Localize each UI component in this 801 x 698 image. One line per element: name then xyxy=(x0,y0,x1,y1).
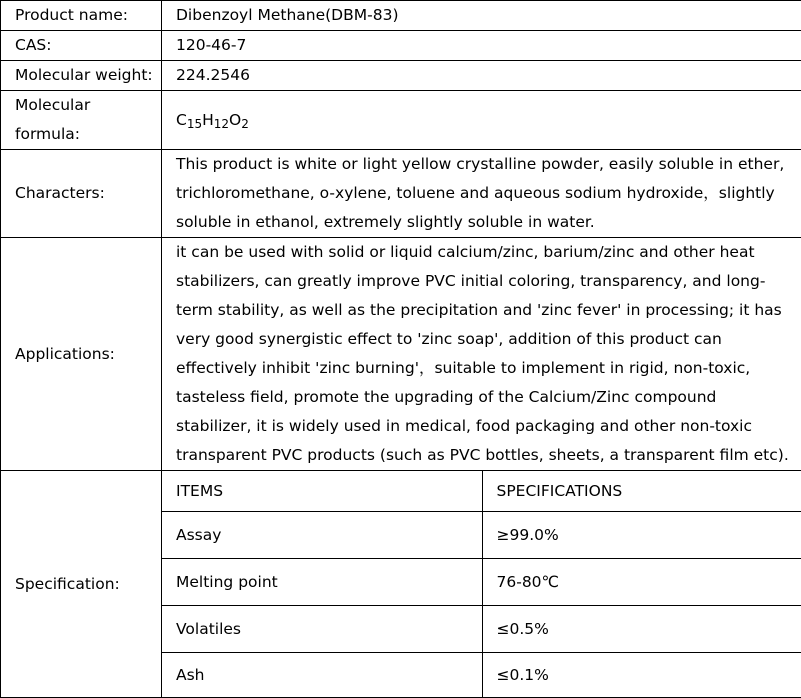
formula-element-c: C xyxy=(176,111,187,129)
molecular-formula-value xyxy=(162,91,801,150)
molecular-weight-value: 224.2546 xyxy=(162,61,801,91)
cas-label: CAS: xyxy=(1,31,162,61)
table-row-specification xyxy=(1,471,801,698)
table-row-molecular-formula xyxy=(1,91,801,150)
table-row xyxy=(162,512,801,559)
spec-header-specifications: SPECIFICATIONS xyxy=(482,471,801,512)
formula-subscript-c: 15 xyxy=(187,117,202,131)
spec-value: 76-80℃ xyxy=(482,559,801,606)
spec-value: ≤0.5% xyxy=(482,606,801,653)
applications-label: Applications: xyxy=(1,238,162,471)
table-row-applications xyxy=(1,238,801,471)
table-row-molecular-weight xyxy=(1,61,801,91)
formula-subscript-h: 12 xyxy=(214,117,229,131)
spec-item: Volatiles xyxy=(162,606,482,653)
table-row xyxy=(162,606,801,653)
formula-subscript-o: 2 xyxy=(241,117,249,131)
spec-header-items: ITEMS xyxy=(162,471,482,512)
table-row xyxy=(162,559,801,606)
characters-value: This product is white or light yellow crystalline powder, easily soluble in ether, trichloromethane, o-xylene, toluene and aqueous sodium hydroxide，slightly soluble in ethanol, extremely slightly soluble in water. xyxy=(162,150,801,238)
applications-value: it can be used with solid or liquid calcium/zinc, barium/zinc and other heat stabilizers, can greatly improve PVC initial coloring, transparency, and long-term stability, as well as the precipitation and 'zinc fever' in processing; it has very good synergistic effect to 'zinc soap', addition of this product can effectively inhibit 'zinc burning'，suitable to implement in rigid, non-toxic, tasteless field, promote the upgrading of the Calcium/Zinc compound stabilizer, it is widely used in medical, food packaging and other non-toxic transparent PVC products (such as PVC bottles, sheets, a transparent film etc). xyxy=(162,238,801,471)
table-row xyxy=(162,653,801,698)
specification-table xyxy=(162,471,801,697)
cas-value: 120-46-7 xyxy=(162,31,801,61)
formula-element-o: O xyxy=(229,111,241,129)
molecular-formula-label: Molecular formula: xyxy=(1,91,162,150)
spec-value: ≤0.1% xyxy=(482,653,801,698)
formula-element-h: H xyxy=(202,111,214,129)
table-row-cas xyxy=(1,31,801,61)
spec-header-row xyxy=(162,471,801,512)
specification-table-cell xyxy=(162,471,801,698)
spec-item: Melting point xyxy=(162,559,482,606)
table-row-characters xyxy=(1,150,801,238)
table-row-product-name xyxy=(1,1,801,31)
characters-label: Characters: xyxy=(1,150,162,238)
product-name-value: Dibenzoyl Methane(DBM-83) xyxy=(162,1,801,31)
spec-item: Assay xyxy=(162,512,482,559)
product-name-label: Product name: xyxy=(1,1,162,31)
molecular-weight-label: Molecular weight: xyxy=(1,61,162,91)
spec-value: ≥99.0% xyxy=(482,512,801,559)
specification-label: Specification: xyxy=(1,471,162,698)
spec-item: Ash xyxy=(162,653,482,698)
